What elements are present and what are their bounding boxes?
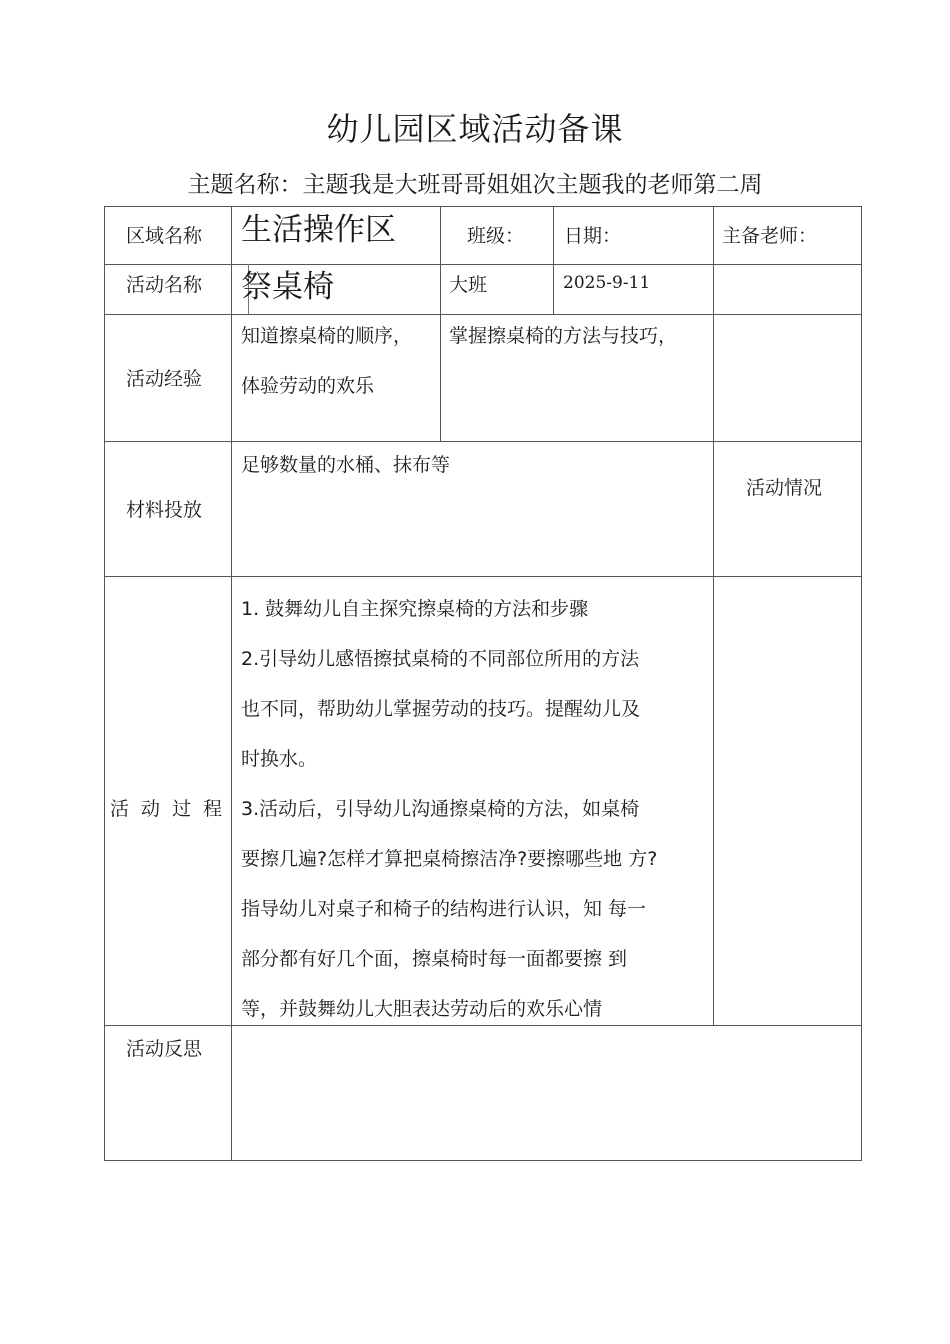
experience-line-2: 体验劳动的欢乐 — [241, 375, 375, 397]
process-line: 2.引导幼儿感悟擦拭桌椅的不同部位所用的方法 — [241, 648, 640, 670]
table-border-left — [104, 206, 105, 1161]
activity-name-label: 活动名称 — [126, 274, 203, 296]
column-divider — [231, 206, 232, 1161]
process-line: 3.活动后，引导幼儿沟通擦桌椅的方法，如桌椅 — [241, 798, 640, 820]
process-line: 等，并鼓舞幼儿大胆表达劳动后的欢乐心情 — [241, 998, 603, 1020]
date-value: 2025-9-11 — [563, 273, 651, 293]
lesson-plan-table — [104, 206, 862, 1161]
activity-situation-label: 活动情况 — [746, 477, 823, 499]
activity-experience-label: 活动经验 — [126, 368, 203, 390]
column-divider — [713, 206, 714, 1025]
activity-reflection-label: 活动反思 — [126, 1038, 203, 1060]
theme-subtitle: 主题名称：主题我是大班哥哥姐姐次主题我的老师第二周 — [187, 172, 763, 198]
process-line: 时换水。 — [241, 748, 318, 770]
table-border-bottom — [104, 1160, 862, 1161]
process-line: 指导幼儿对桌子和椅子的结构进行认识，知 每一 — [241, 898, 647, 920]
activity-name-value: 祭桌椅 — [241, 269, 334, 305]
process-line: 也不同，帮助幼儿掌握劳动的技巧。提醒幼儿及 — [241, 698, 641, 720]
table-border-top — [104, 206, 862, 207]
experience-skill: 掌握擦桌椅的方法与技巧， — [449, 325, 678, 347]
activity-process-content — [241, 584, 657, 1034]
row-divider — [104, 441, 862, 442]
row-divider — [104, 314, 862, 315]
process-line: 要擦几遍?怎样才算把桌椅擦洁净?要擦哪些地 方? — [241, 848, 658, 870]
process-line: 部分都有好几个面，擦桌椅时每一面都要擦 到 — [241, 948, 628, 970]
area-name-value: 生活操作区 — [241, 212, 396, 248]
date-label: 日期： — [564, 225, 622, 247]
experience-line-1: 知道擦桌椅的顺序， — [241, 325, 413, 347]
material-value: 足够数量的水桶、抹布等 — [241, 454, 451, 476]
class-value: 大班 — [449, 274, 488, 296]
process-line: 1. 鼓舞幼儿自主探究擦桌椅的方法和步骤 — [241, 598, 589, 620]
table-border-right — [861, 206, 862, 1161]
material-label: 材料投放 — [126, 499, 203, 521]
column-divider — [440, 206, 441, 441]
page-title: 幼儿园区域活动备课 — [326, 110, 624, 148]
class-label: 班级： — [467, 225, 525, 247]
row-divider — [104, 576, 862, 577]
area-name-label: 区域名称 — [126, 225, 203, 247]
column-divider — [553, 206, 554, 314]
lead-teacher-label: 主备老师： — [722, 225, 818, 247]
activity-process-label: 活 动 过 程 — [110, 798, 226, 820]
row-divider — [104, 264, 862, 265]
